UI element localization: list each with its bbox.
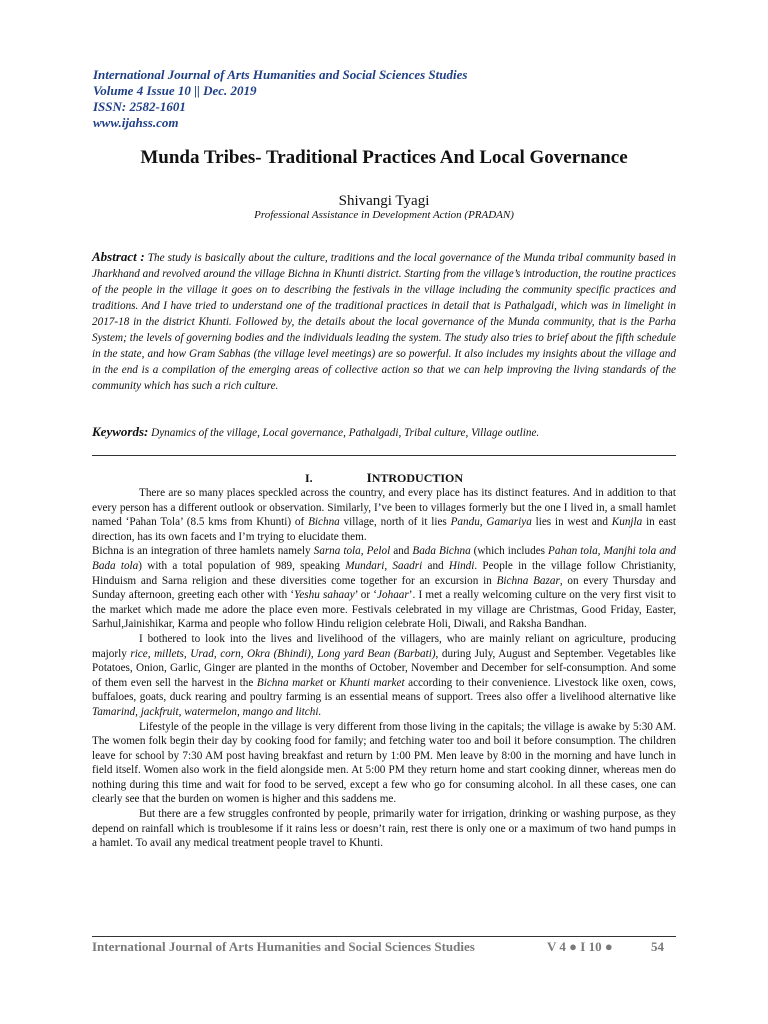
text-run: (which includes xyxy=(470,545,549,558)
place-name: Bada Bichna xyxy=(412,545,471,558)
greeting: Johaar xyxy=(377,589,409,602)
text-run: , during July, August and September. Vegetables like Potatoes, Onion, Garlic, Ginger are planted in the months of October, November and December for self-consumption. And some of them even sell the harvest in the xyxy=(92,647,676,689)
text-run: and xyxy=(390,545,413,558)
place-name: Pandu, Gamariya xyxy=(450,516,532,529)
text-run: , on every Thursday and Sunday afternoon, greeting each other with ‘ xyxy=(92,574,676,602)
text-run: . People in the village follow Christianity, Hinduism and Sarna religion and these diversities come together for an excursion in xyxy=(92,559,676,587)
place-name: Bichna Bazar xyxy=(496,574,560,587)
journal-issn: ISSN: 2582-1601 xyxy=(93,99,186,114)
language-name: Mundari, Saadri xyxy=(345,559,423,572)
place-name: Bichna xyxy=(308,516,340,529)
footer-volume-issue: V 4 ● I 10 ● xyxy=(547,939,613,954)
text-run: according to their convenience. Livestock like oxen, cows, buffaloes, goats, duck rearing and poultry farming is an essential means of support. Trees also offer a livelihood alternative like xyxy=(92,676,677,704)
abstract xyxy=(92,249,676,394)
text-run: I bothered to look into the lives and livelihood of the villagers, who are mainly reliant on agriculture, producing majorly xyxy=(92,632,676,660)
abstract-text: The study is basically about the culture, traditions and the local governance of the Munda tribal community based in Jharkhand and revolved around the village Bichna in Khunti district. Starting from the village’s introduction, the routine practices of the people in the village it goes on to describing the festivals in the village including the community specific practices and traditions. And I have tried to understand one of the traditional practices in detail that is Pathalgadi, which was in limelight in 2017-18 in the district Khunti. Followed by, the details about the local governance of the Munda community, that is the Parha System; the levels of governing bodies and the individuals leading the system. The study also tries to brief about the fifth schedule in the state, and how Gram Sabhas (the village level meetings) are so powerful. It also includes my insights about the village and in the end is a compilation of the emerging areas of collective action so that we can help improving the living standards of the community which has such a rich culture. xyxy=(92,252,677,392)
paragraph-1b xyxy=(92,544,676,632)
text-run: and xyxy=(422,559,449,572)
paragraph-4: But there are a few struggles confronted by people, primarily water for irrigation, drinking or washing purpose, as they depend on rainfall which is troublesome if it rains less or doesn’t rain, rest there is only one or a maximum of two hand pumps in a hamlet. To avail any medical treatment people travel to Khunti. xyxy=(92,808,676,850)
text-run: in east direction, has its own facets and I’m trying to elucidate them. xyxy=(92,516,676,543)
greeting: Yeshu sahaay xyxy=(294,589,355,602)
introduction-body xyxy=(92,486,676,851)
text-run: ) with a total population of 989, speaking xyxy=(138,559,346,572)
journal-header xyxy=(93,67,693,131)
journal-name: International Journal of Arts Humanities and Social Sciences Studies xyxy=(93,67,468,82)
section-title-initial: I xyxy=(366,470,372,485)
text-run: ’ or ‘ xyxy=(354,589,378,602)
place-name: Pahan tola, Manjhi tola and Bada tola xyxy=(92,545,676,572)
paragraph-3: Lifestyle of the people in the village is very different from those living in the capitals; the village is awake by 5:30 AM. The women folk begin their day by cooking food for family; and fetching water too and boil it before consumption. The children leave for school by 7:30 AM post having breakfast and return by 1:00 PM. Men leave by 8:00 in the morning and have lunch in field itself. Women also work in the field alongside men. At 5:00 PM they return home and start cooking dinner, whereas men do nothing during this time and wait for food to be served, except a few who go for consuming alcohol. In all these cases, one can clearly see that the burden on women is higher and this saddens me. xyxy=(92,720,676,806)
tree-list: Tamarind, jackfruit, watermelon, mango and litchi. xyxy=(92,705,322,718)
page-number: 54 xyxy=(651,939,664,954)
text-run: ’. I met a really welcoming culture on the very first visit to the market which made me adore the place even more. Festivals celebrated in my village are Christmas, Good Friday, Easter, Sarhul,Jainishikar, Karma and people who follow Hindu religion celebrate Holi, Diwali, and Raksha Bandhan. xyxy=(92,589,676,631)
paragraph-2 xyxy=(92,632,676,720)
keywords xyxy=(92,424,676,441)
section-title-rest: NTRODUCTION xyxy=(371,471,464,485)
paper-title: Munda Tribes- Traditional Practices And Local Governance xyxy=(140,147,628,168)
section-heading xyxy=(92,470,676,486)
crop-list: rice, millets, Urad, corn, Okra (Bhindi), Long yard Bean (Barbati) xyxy=(130,647,436,660)
place-name: Khunti market xyxy=(339,676,405,689)
text-run: Bichna is an integration of three hamlets namely xyxy=(92,545,314,558)
place-name: Kunjla xyxy=(611,516,643,529)
journal-volume: Volume 4 Issue 10 || Dec. 2019 xyxy=(93,83,257,98)
paragraph-1 xyxy=(92,486,676,544)
abstract-label: Abstract : xyxy=(92,249,145,264)
section-number: I. xyxy=(304,471,313,485)
section-divider xyxy=(92,455,676,456)
footer-divider xyxy=(92,936,676,937)
text-run: or xyxy=(323,676,340,689)
author-affiliation: Professional Assistance in Development Action (PRADAN) xyxy=(254,209,514,221)
language-name: Hindi xyxy=(448,559,475,572)
place-name: Sarna tola, Pelol xyxy=(313,545,391,558)
place-name: Bichna market xyxy=(256,676,324,689)
journal-website[interactable]: www.ijahss.com xyxy=(93,115,179,130)
text-run: lies in west and xyxy=(531,516,612,529)
author-name: Shivangi Tyagi xyxy=(338,193,430,209)
keywords-text: Dynamics of the village, Local governance, Pathalgadi, Tribal culture, Village outline. xyxy=(151,427,540,439)
text-run: There are so many places speckled across the country, and every place has its distinct features. And in addition to that every person has a different outlook or observation. Similarly, I’ve been to villages formerly but the one I lived in, a small hamlet named ‘Pahan Tola’ (8.5 kms from Khunti) of xyxy=(92,487,676,529)
keywords-label: Keywords: xyxy=(92,424,149,439)
text-run: village, north of it lies xyxy=(339,516,451,529)
footer-journal-name: International Journal of Arts Humanities and Social Sciences Studies xyxy=(92,939,475,954)
